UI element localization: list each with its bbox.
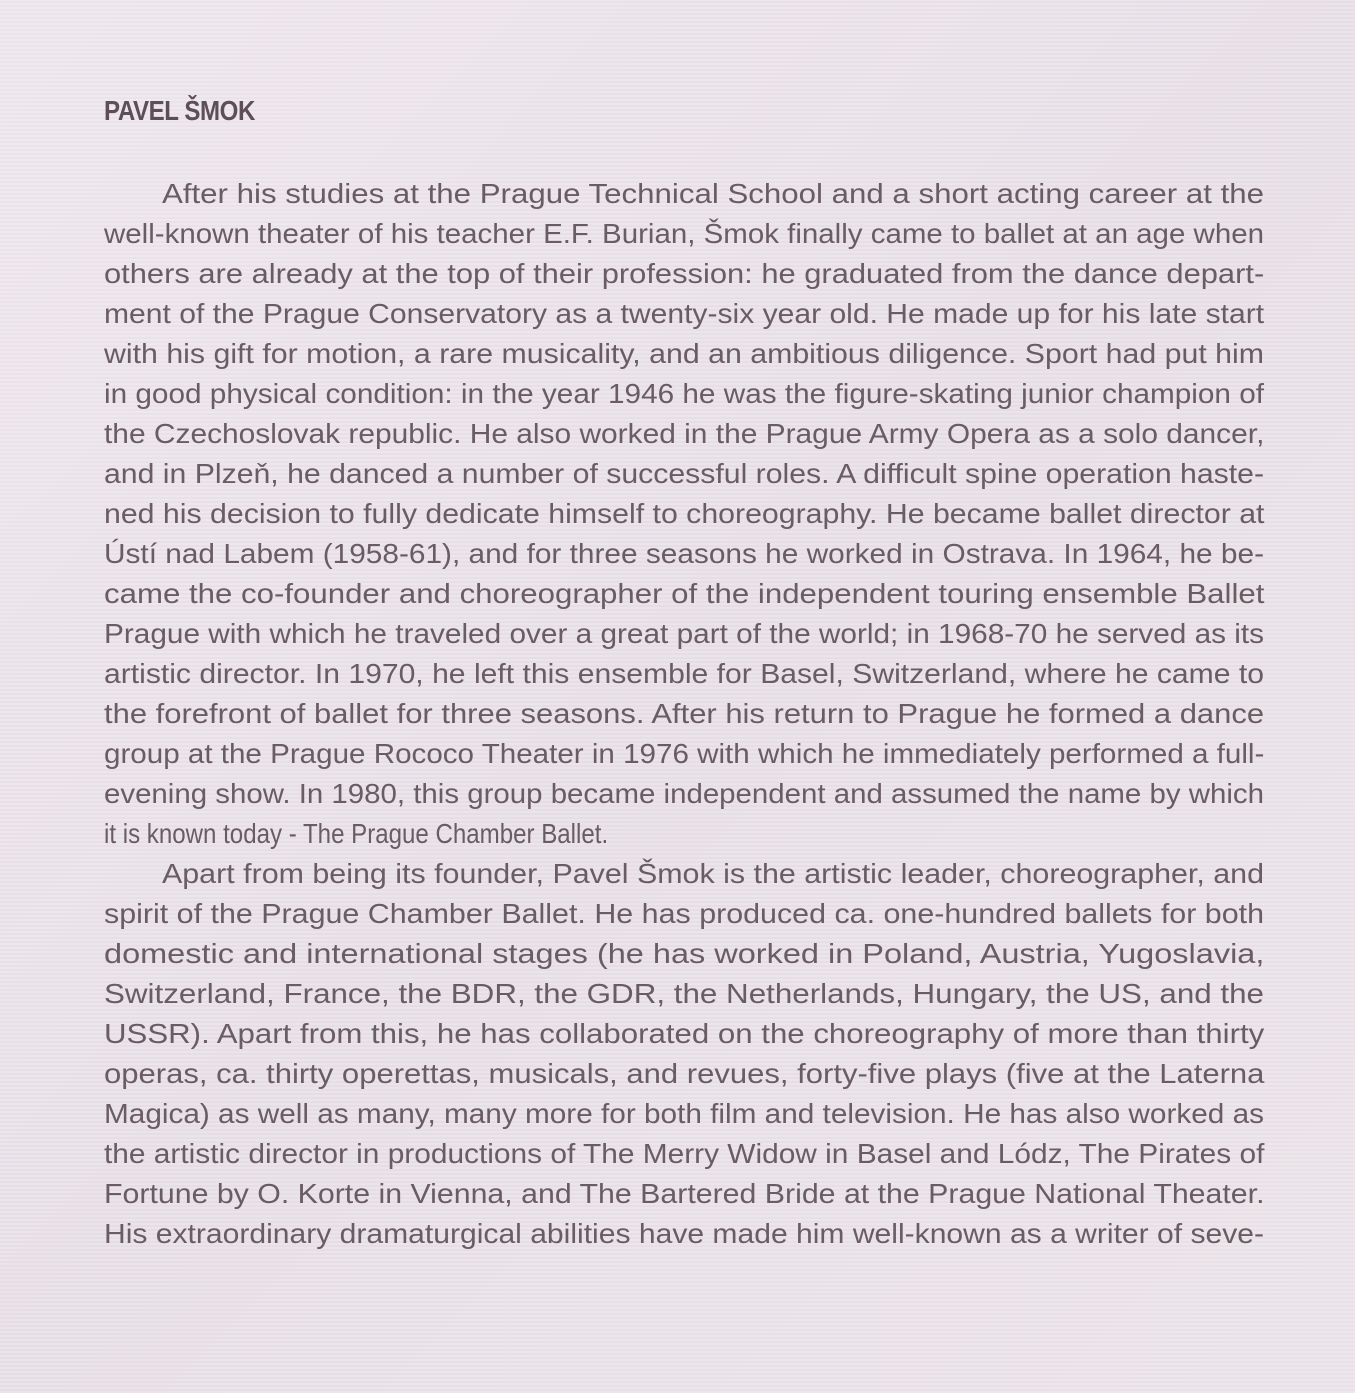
text-line: Fortune by O. Korte in Vienna, and The Bartered Bride at the Prague National Theater. [104, 1178, 1265, 1209]
text-line: His extraordinary dramaturgical abilities have made him well-known as a writer of seve- [104, 1218, 1264, 1249]
text-line: artistic director. In 1970, he left this ensemble for Basel, Switzerland, where he came to [104, 658, 1264, 689]
text-line: After his studies at the Prague Technical School and a short acting career at the [162, 178, 1264, 209]
text-line: Apart from being its founder, Pavel Šmok is the artistic leader, choreographer, and [162, 858, 1264, 889]
text-line: spirit of the Prague Chamber Ballet. He has produced ca. one-hundred ballets for both [104, 898, 1264, 929]
text-line: with his gift for motion, a rare musicality, and an ambitious diligence. Sport had put him [104, 338, 1264, 369]
paragraph-2 [104, 854, 1264, 1254]
text-line: domestic and international stages (he has worked in Poland, Austria, Yugoslavia, [104, 938, 1265, 969]
text-line: well-known theater of his teacher E.F. Burian, Šmok finally came to ballet at an age when [104, 218, 1264, 249]
text-line: USSR). Apart from this, he has collaborated on the choreography of more than thirty [104, 1018, 1265, 1049]
text-line: ned his decision to fully dedicate himself to choreography. He became ballet director at [104, 498, 1265, 529]
text-line: Switzerland, France, the BDR, the GDR, the Netherlands, Hungary, the US, and the [104, 978, 1264, 1009]
text-line: the artistic director in productions of The Merry Widow in Basel and Lódz, The Pirates of [104, 1138, 1265, 1169]
text-line: evening show. In 1980, this group became independent and assumed the name by which [104, 778, 1264, 809]
text-line: the Czechoslovak republic. He also worked in the Prague Army Opera as a solo dancer, [104, 418, 1265, 449]
text-line: group at the Prague Rococo Theater in 1976 with which he immediately performed a full- [104, 738, 1265, 769]
text-line: operas, ca. thirty operettas, musicals, and revues, forty-five plays (five at the Laterna [104, 1058, 1265, 1089]
text-line: ment of the Prague Conservatory as a twenty-six year old. He made up for his late start [104, 298, 1265, 329]
text-line: others are already at the top of their profession: he graduated from the dance depart- [104, 258, 1265, 289]
text-line: the forefront of ballet for three seasons. After his return to Prague he formed a dance [104, 698, 1265, 729]
text-line: in good physical condition: in the year 1946 he was the figure-skating junior champion of [104, 378, 1264, 409]
text-line: Ústí nad Labem (1958-61), and for three seasons he worked in Ostrava. In 1964, he be- [104, 538, 1264, 569]
page-title: PAVEL ŠMOK [104, 95, 255, 126]
text-line: Prague with which he traveled over a great part of the world; in 1968-70 he served as its [104, 618, 1265, 649]
text-line: it is known today - The Prague Chamber Ballet. [104, 818, 609, 849]
paragraph-1 [104, 174, 1264, 854]
text-line: came the co-founder and choreographer of the independent touring ensemble Ballet [104, 578, 1265, 609]
body-text [104, 174, 1264, 1254]
text-line: Magica) as well as many, many more for both film and television. He has also worked as [104, 1098, 1264, 1129]
text-line: and in Plzeň, he danced a number of successful roles. A difficult spine operation haste- [104, 458, 1265, 489]
